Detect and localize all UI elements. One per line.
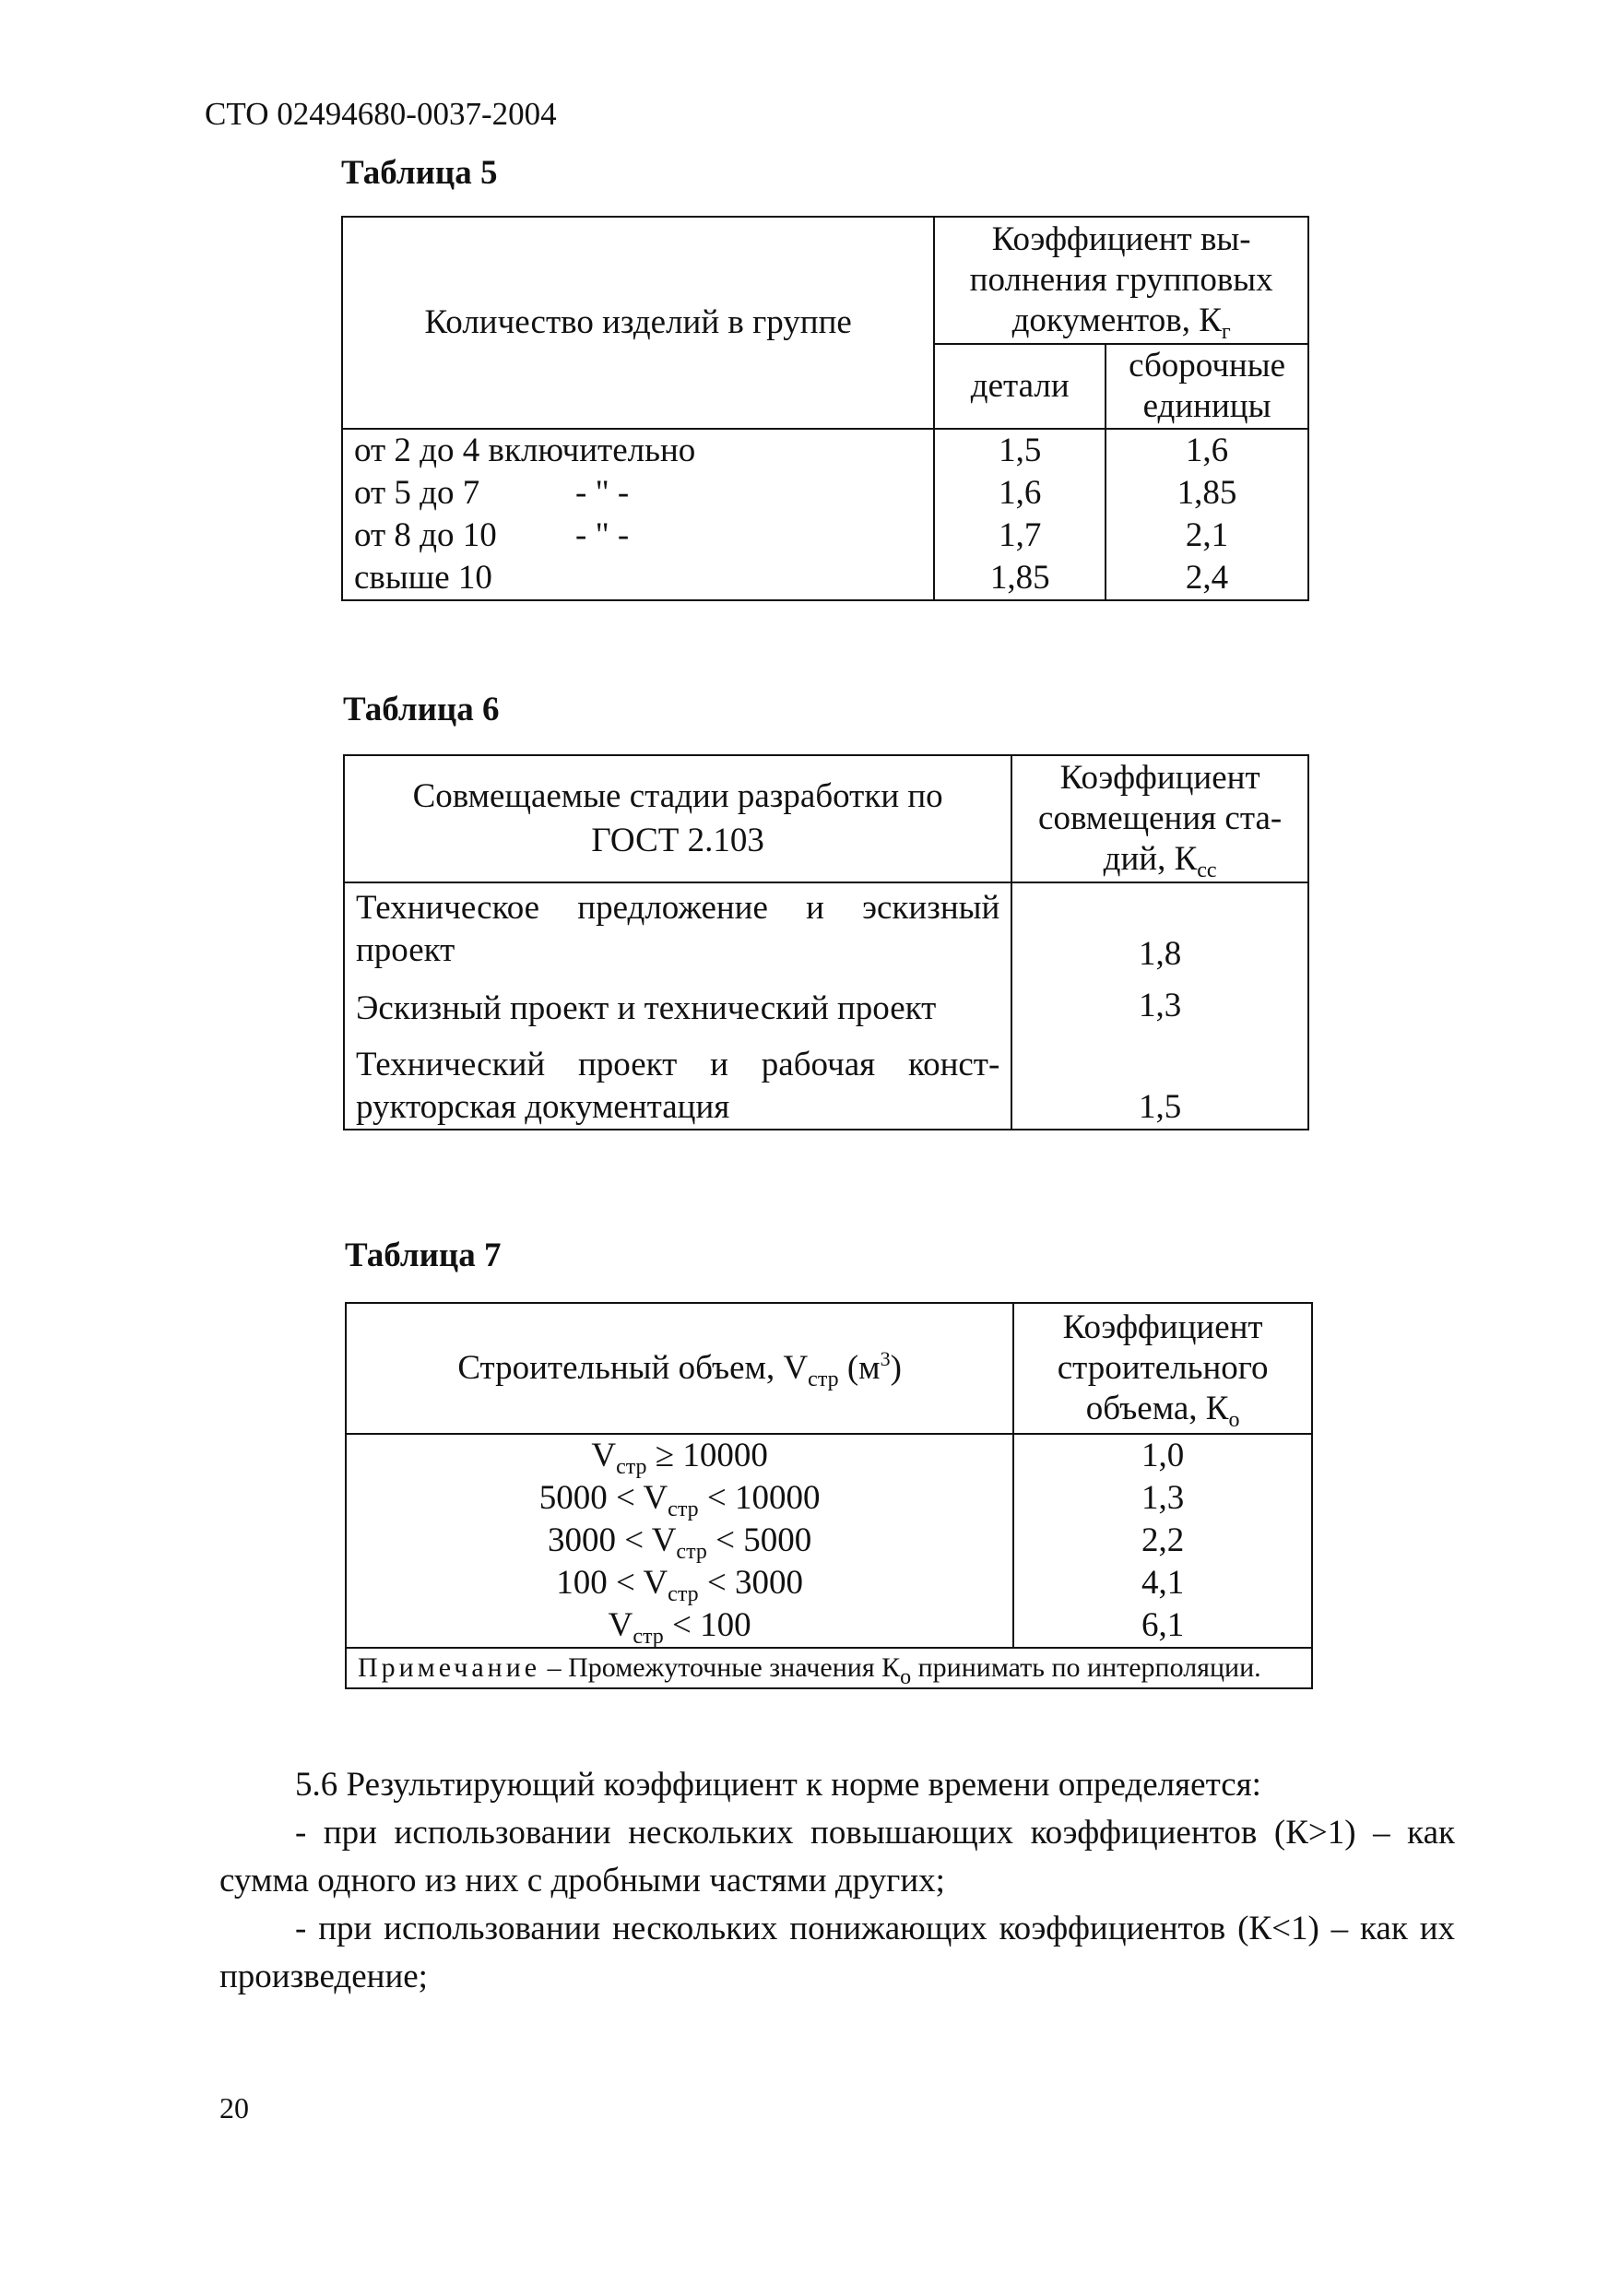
table5-title: Таблица 5 [341, 154, 498, 192]
table5-row-details: 1,85 [934, 557, 1106, 600]
table5-row-assembly: 2,4 [1106, 557, 1308, 600]
table5-row-details: 1,6 [934, 472, 1106, 515]
table7-row-value: 6,1 [1013, 1604, 1312, 1648]
table5-row-details: 1,7 [934, 515, 1106, 557]
table-row [342, 515, 1308, 557]
page-number: 20 [219, 2091, 249, 2124]
table7-row-range: $5000 < V_{стр} < 10000$ [346, 1477, 1013, 1520]
table-row [342, 429, 1308, 472]
table6-row-label: Техническое предложение и эскизный проект [344, 882, 1011, 976]
table-row [346, 1520, 1312, 1562]
table7-note: Примечание – Промежуточные значения $К_о$ принимать по интерполяции. [346, 1648, 1312, 1688]
table5-row-assembly: 1,6 [1106, 429, 1308, 472]
table7-row-range: $V_{стр} \ge 10000$ [346, 1434, 1013, 1477]
table7-row-range: $100 < V_{стр} < 3000$ [346, 1562, 1013, 1604]
table-row [342, 557, 1308, 600]
document-code: СТО 02494680-0037-2004 [205, 96, 557, 132]
paragraph-decreasing: - при использовании нескольких понижающих коэффициентов (К<1) – как их произведение; [219, 1910, 1455, 1995]
table-row [344, 1036, 1308, 1130]
table5-col2-header: Коэффициент вы- полнения групповых документов, $К_г$ [934, 217, 1308, 344]
table6-col1-header: Совмещаемые стадии разработки по ГОСТ 2.103 [344, 755, 1011, 882]
table7-row-value: 2,2 [1013, 1520, 1312, 1562]
table-row [346, 1562, 1312, 1604]
table6-row-label: Эскизный проект и технический проект [344, 976, 1011, 1036]
table5-subheader-details: детали [934, 344, 1106, 429]
table6-row-label: Технический проект и рабочая конст- рукторская документация [344, 1036, 1011, 1130]
table5-row-assembly: 1,85 [1106, 472, 1308, 515]
table7-row-value: 1,0 [1013, 1434, 1312, 1477]
table5-row-label: от 8 до 10 - " - [342, 515, 934, 557]
table5-row-label: свыше 10 [342, 557, 934, 600]
table6-col2-header: Коэффициент совмещения ста- дий, $К_{сс}$ [1011, 755, 1308, 882]
table7-title: Таблица 7 [345, 1237, 502, 1274]
table-row [342, 472, 1308, 515]
table-row [344, 882, 1308, 976]
table7-col2-header: Коэффициент строительного объема, $К_о$ [1013, 1303, 1312, 1434]
table5-row-label: от 5 до 7 - " - [342, 472, 934, 515]
section-text [219, 1761, 1455, 2001]
table7-row-range: $V_{стр} < 100$ [346, 1604, 1013, 1648]
table6-title: Таблица 6 [343, 691, 500, 728]
table-row [346, 1604, 1312, 1648]
table6-row-value: 1,5 [1011, 1036, 1308, 1130]
table7 [345, 1302, 1313, 1689]
table6-row-value: 1,3 [1011, 976, 1308, 1036]
table-row [346, 1434, 1312, 1477]
table7-row-value: 4,1 [1013, 1562, 1312, 1604]
table5-col1-header: Количество изделий в группе [342, 217, 934, 429]
table-row [344, 976, 1308, 1036]
table5-row-label: от 2 до 4 включительно [342, 429, 934, 472]
table5-row-assembly: 2,1 [1106, 515, 1308, 557]
table6-row-value: 1,8 [1011, 882, 1308, 976]
table7-col1-header: Строительный объем, $V_{стр}$ $(м^3)$ [346, 1303, 1013, 1434]
table7-row-range: $3000 < V_{стр} < 5000$ [346, 1520, 1013, 1562]
table5 [341, 216, 1309, 601]
paragraph-increasing: - при использовании нескольких повышающих коэффициентов (К>1) – как сумма одного из них с дробными частями других; [219, 1814, 1455, 1900]
table5-row-details: 1,5 [934, 429, 1106, 472]
table6 [343, 754, 1309, 1130]
table7-row-value: 1,3 [1013, 1477, 1312, 1520]
paragraph-5-6: 5.6 Результирующий коэффициент к норме времени определяется: [295, 1766, 1261, 1804]
table-row [346, 1477, 1312, 1520]
table5-subheader-assembly: сборочные единицы [1106, 344, 1308, 429]
